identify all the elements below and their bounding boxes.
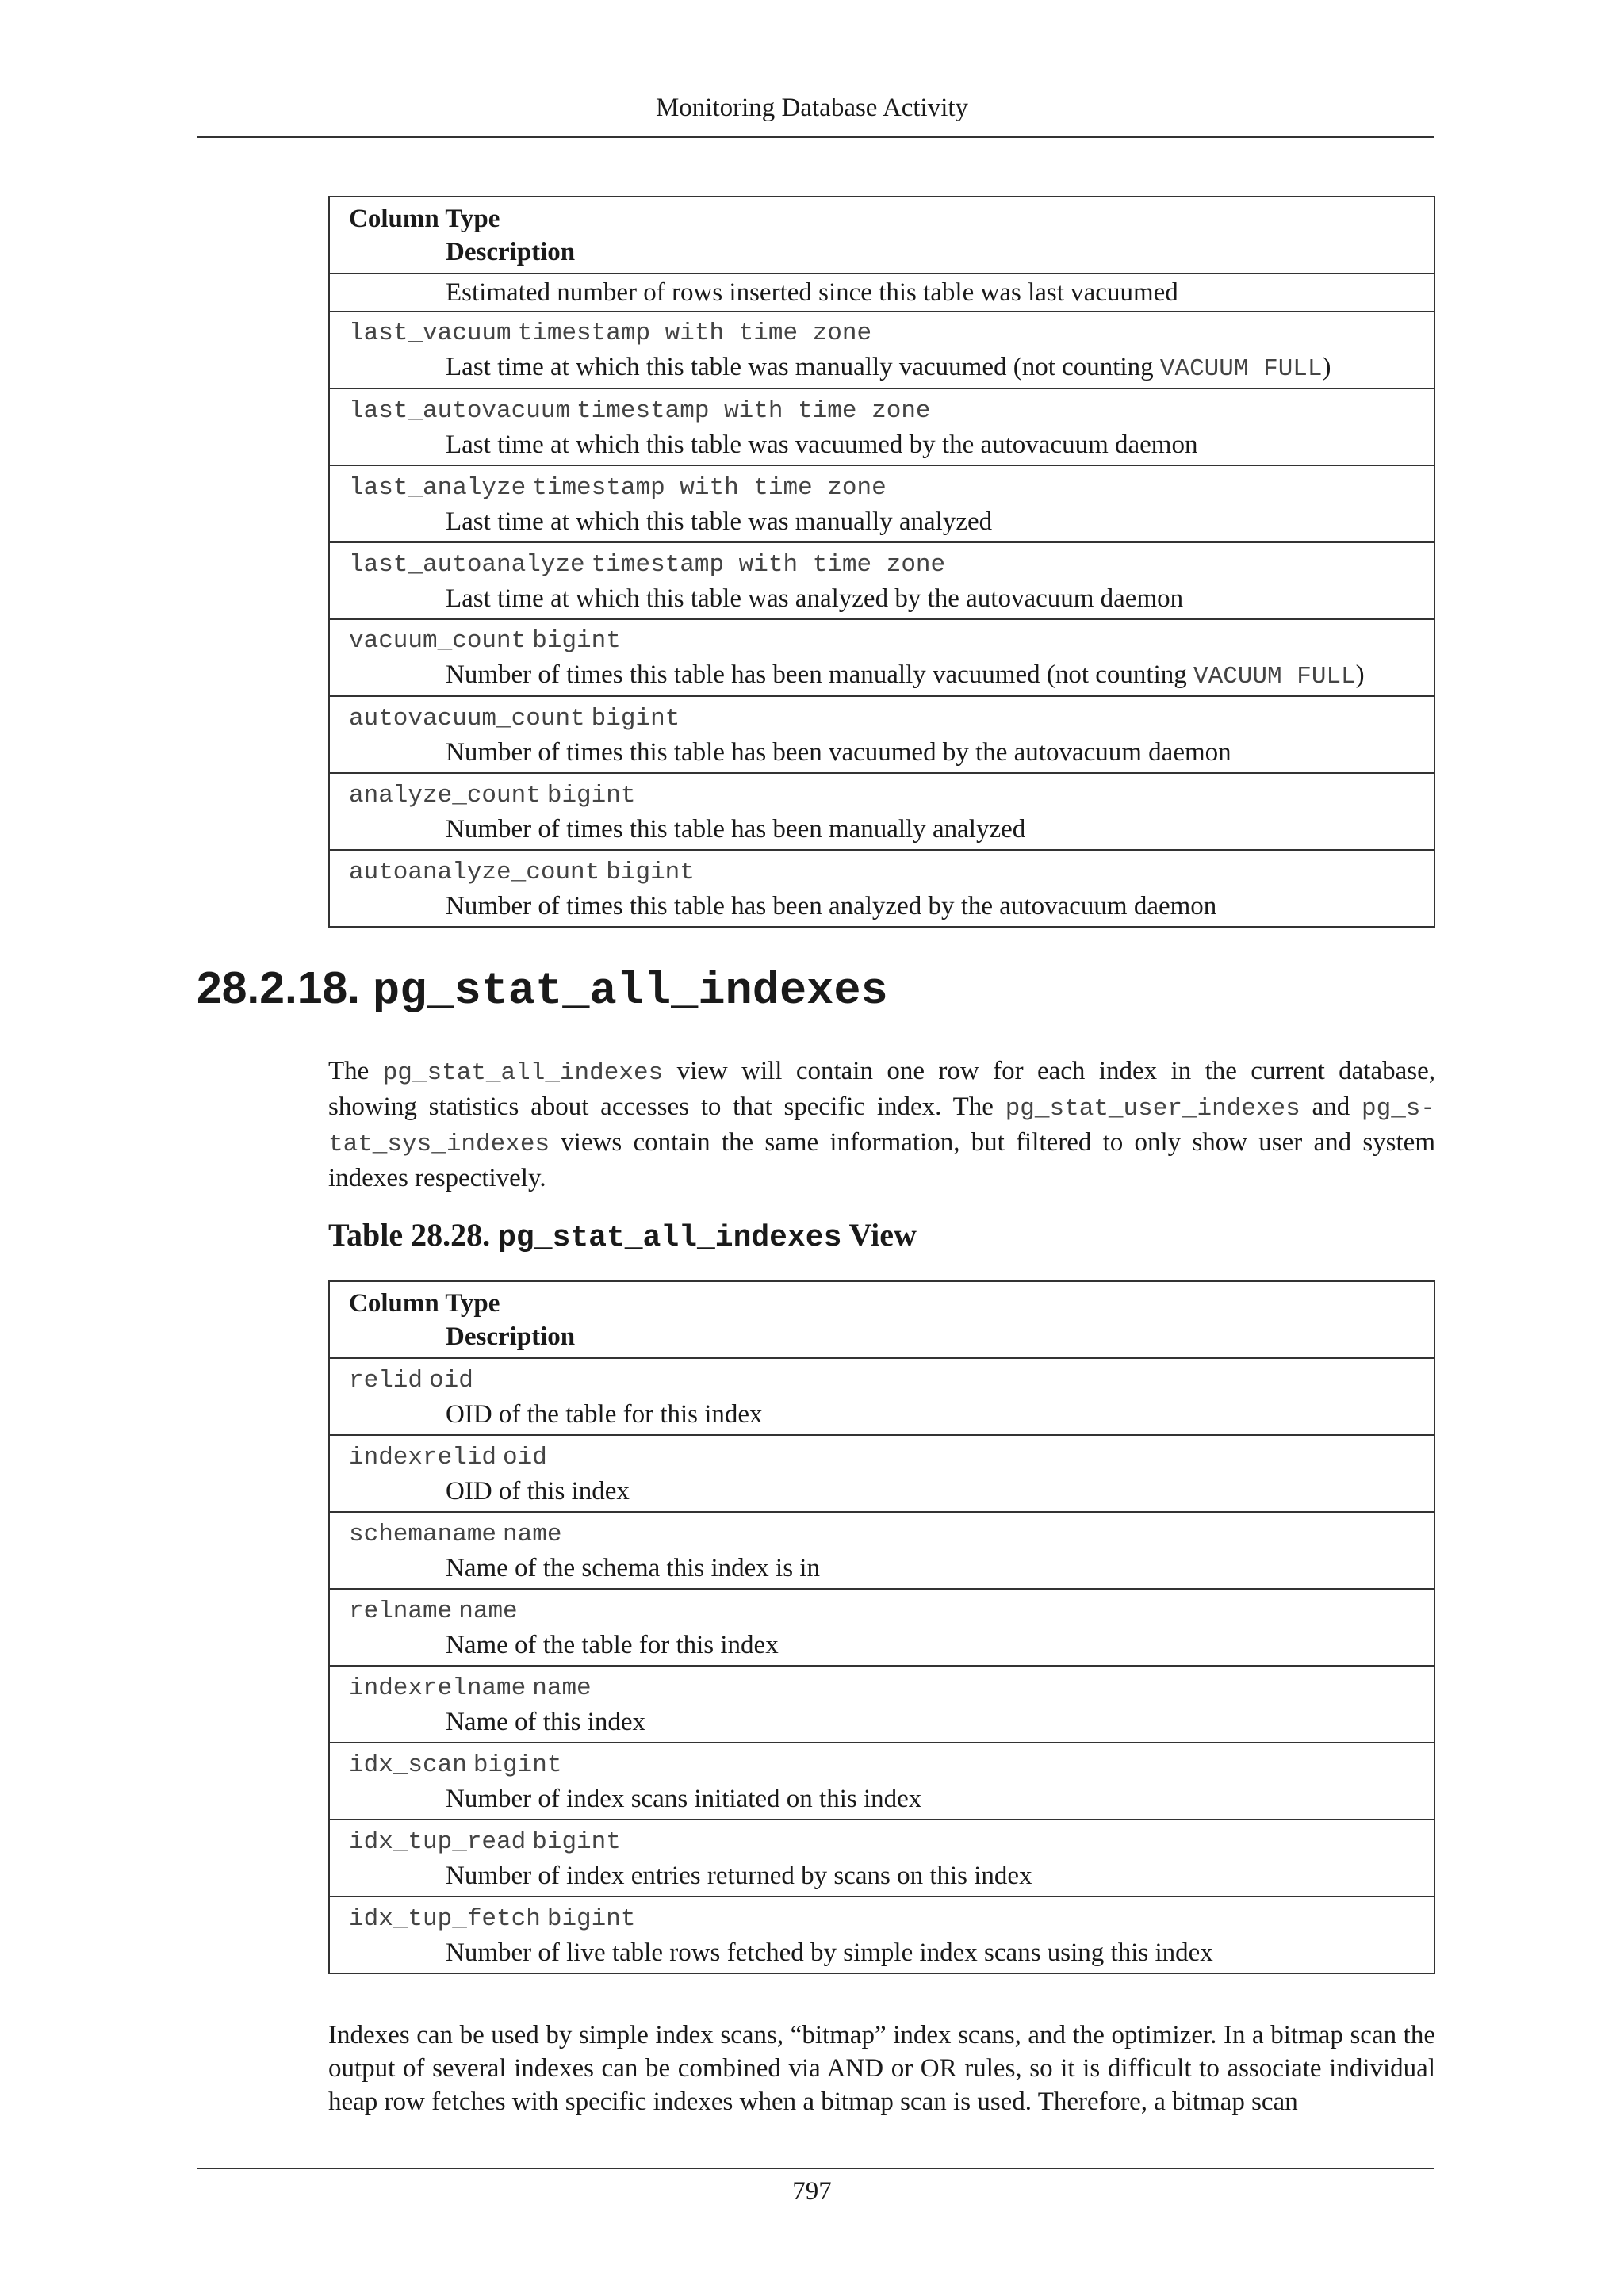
row-description: Number of index scans initiated on this index: [446, 1785, 922, 1813]
header-column-type: Column Type: [349, 1288, 500, 1318]
row-description: OID of the table for this index: [446, 1400, 763, 1429]
outro-paragraph: Indexes can be used by simple index scans, “bitmap” index scans, and the optimizer. In a bitmap scan the output of several indexes can be combined via AND or OR rules, so it is difficult to associate individual heap row fetches with specific indexes when a bitmap scan is used. Therefore, a bitmap scan: [328, 2021, 1435, 2116]
row-column-type: [349, 469, 1415, 505]
column-type: timestamp with time zone: [532, 474, 887, 502]
inline-code: pg_stat_all_indexes: [382, 1059, 664, 1087]
intro-text: The: [328, 1057, 383, 1085]
description-text: Last time at which this table was manually vacuumed (not counting: [446, 352, 1160, 381]
table-row: [329, 1666, 1434, 1743]
header-rule: [197, 136, 1434, 138]
row-column-type: [349, 1439, 1415, 1475]
row-column-type: [349, 777, 1415, 813]
inline-code: pg_stat_user_indexes: [1005, 1095, 1300, 1123]
column-name: last_autovacuum: [349, 397, 571, 425]
table-header-row: [329, 197, 1434, 274]
row-description: Number of live table rows fetched by simple index scans using this index: [446, 1938, 1213, 1967]
column-name: schemaname: [349, 1521, 497, 1548]
column-type: bigint: [473, 1751, 562, 1779]
row-description: Number of times this table has been vacuumed by the autovacuum daemon: [446, 738, 1231, 767]
column-name: autoanalyze_count: [349, 859, 600, 886]
row-description: [349, 350, 1415, 386]
table-row: [329, 773, 1434, 850]
column-type: bigint: [546, 1905, 636, 1933]
inline-code: VACUUM FULL: [1159, 354, 1323, 383]
column-type: oid: [429, 1367, 473, 1395]
table-cell: [329, 850, 1434, 927]
row-column-type: [349, 1747, 1415, 1782]
intro-text: view will contain one row for each index in the current database, showing statistics about accesses to that specific index. The: [328, 1057, 1435, 1121]
row-description: Name of the table for this index: [446, 1631, 779, 1659]
table-cell: [329, 388, 1434, 465]
column-type: timestamp with time zone: [517, 319, 872, 347]
table-cell: [329, 465, 1434, 542]
column-name: indexrelid: [349, 1444, 497, 1471]
row-column-type: [349, 622, 1415, 658]
header-column-type: Column Type: [349, 204, 500, 233]
column-name: last_vacuum: [349, 319, 511, 347]
inline-code: pg_s-tat_sys_indexes: [328, 1095, 1435, 1158]
column-type: oid: [503, 1444, 547, 1471]
table-cell: [329, 1743, 1434, 1820]
table-row: [329, 1589, 1434, 1666]
row-column-type: [349, 315, 1415, 350]
row-description: Name of the schema this index is in: [446, 1554, 820, 1582]
column-name: analyze_count: [349, 782, 541, 809]
table-cell: [329, 1666, 1434, 1743]
column-type: bigint: [532, 1828, 621, 1856]
column-name: last_autoanalyze: [349, 551, 585, 579]
column-name: autovacuum_count: [349, 705, 585, 733]
table-cell: [329, 1589, 1434, 1666]
row-column-type: [349, 392, 1415, 428]
caption-suffix: View: [841, 1217, 917, 1253]
table-row: [329, 542, 1434, 619]
row-column-type: [349, 700, 1415, 736]
table-cell: [329, 619, 1434, 696]
column-type: name: [503, 1521, 562, 1548]
description-tail: ): [1355, 660, 1365, 689]
caption-prefix: Table 28.28.: [328, 1217, 499, 1253]
index-view-table: [328, 1280, 1435, 1974]
table-header-row: [329, 1281, 1434, 1358]
row-description: Last time at which this table was analyzed by the autovacuum daemon: [446, 584, 1184, 613]
table-row: [329, 388, 1434, 465]
row-column-type: [349, 1900, 1415, 1936]
table-row: [329, 696, 1434, 773]
section-heading: [197, 961, 888, 1019]
column-type: timestamp with time zone: [576, 397, 931, 425]
row-description: Last time at which this table was vacuumed by the autovacuum daemon: [446, 430, 1198, 459]
section-code-title: pg_stat_all_indexes: [372, 966, 888, 1017]
header-description: Description: [446, 1322, 576, 1351]
header-description: Description: [446, 237, 576, 266]
inline-code: VACUUM FULL: [1193, 662, 1356, 691]
column-type: bigint: [606, 859, 695, 886]
table-cell: [329, 312, 1434, 388]
running-header: Monitoring Database Activity: [655, 94, 969, 122]
column-name: vacuum_count: [349, 626, 527, 655]
row-description: Number of times this table has been analyzed by the autovacuum daemon: [446, 892, 1217, 920]
table-row: [329, 1435, 1434, 1512]
stat-table-continued: [328, 196, 1435, 928]
table-row: [329, 1743, 1434, 1820]
row-description: Estimated number of rows inserted since this table was last vacuumed: [446, 278, 1178, 307]
row-description: [349, 658, 1415, 694]
table-cell: [329, 1820, 1434, 1896]
row-column-type: [349, 1362, 1415, 1398]
table-row: [329, 1896, 1434, 1973]
column-type: bigint: [532, 626, 621, 655]
page-number: 797: [792, 2177, 832, 2206]
description-text: Number of times this table has been manually vacuumed (not counting: [446, 660, 1194, 689]
column-name: last_analyze: [349, 474, 527, 502]
intro-text: views contain the same information, but filtered to only show user and system indexes respectively.: [328, 1128, 1435, 1192]
caption-code: pg_stat_all_indexes: [498, 1221, 842, 1255]
row-column-type: [349, 854, 1415, 890]
intro-text: and: [1300, 1093, 1362, 1121]
row-column-type: [349, 1823, 1415, 1859]
table-cell: [329, 696, 1434, 773]
column-name: idx_tup_read: [349, 1828, 527, 1856]
table-cell: [329, 542, 1434, 619]
column-name: idx_tup_fetch: [349, 1905, 541, 1933]
table-header-cell: [329, 1281, 1434, 1358]
table-caption: [328, 1215, 917, 1259]
table-row: [329, 850, 1434, 927]
column-type: timestamp with time zone: [591, 551, 946, 579]
table-row: [329, 274, 1434, 312]
column-name: relid: [349, 1367, 423, 1395]
row-column-type: [349, 546, 1415, 582]
table-cell: [329, 274, 1434, 312]
row-description: Last time at which this table was manually analyzed: [446, 507, 993, 536]
row-description: Number of times this table has been manually analyzed: [446, 815, 1026, 844]
column-type: name: [532, 1674, 592, 1702]
column-type: bigint: [546, 782, 636, 809]
table-cell: [329, 1358, 1434, 1435]
section-number: 28.2.18.: [197, 962, 361, 1013]
column-type: name: [458, 1598, 518, 1625]
column-name: idx_scan: [349, 1751, 467, 1779]
table-row: [329, 1512, 1434, 1589]
row-description: Number of index entries returned by scans on this index: [446, 1862, 1032, 1890]
table-cell: [329, 1896, 1434, 1973]
column-name: indexrelname: [349, 1674, 527, 1702]
column-type: bigint: [591, 705, 680, 733]
footer-rule: [197, 2168, 1434, 2169]
table-row: [329, 1820, 1434, 1896]
table-cell: [329, 1512, 1434, 1589]
table-row: [329, 465, 1434, 542]
row-column-type: [349, 1670, 1415, 1705]
table-header-cell: [329, 197, 1434, 274]
table-row: [329, 312, 1434, 388]
table-row: [329, 1358, 1434, 1435]
table-row: [329, 619, 1434, 696]
column-name: relname: [349, 1598, 453, 1625]
intro-paragraph: [328, 1054, 1435, 1195]
description-tail: ): [1322, 352, 1331, 381]
table-cell: [329, 1435, 1434, 1512]
row-column-type: [349, 1593, 1415, 1628]
row-description: Name of this index: [446, 1708, 646, 1736]
row-description: OID of this index: [446, 1477, 630, 1506]
table-cell: [329, 773, 1434, 850]
row-column-type: [349, 1516, 1415, 1552]
